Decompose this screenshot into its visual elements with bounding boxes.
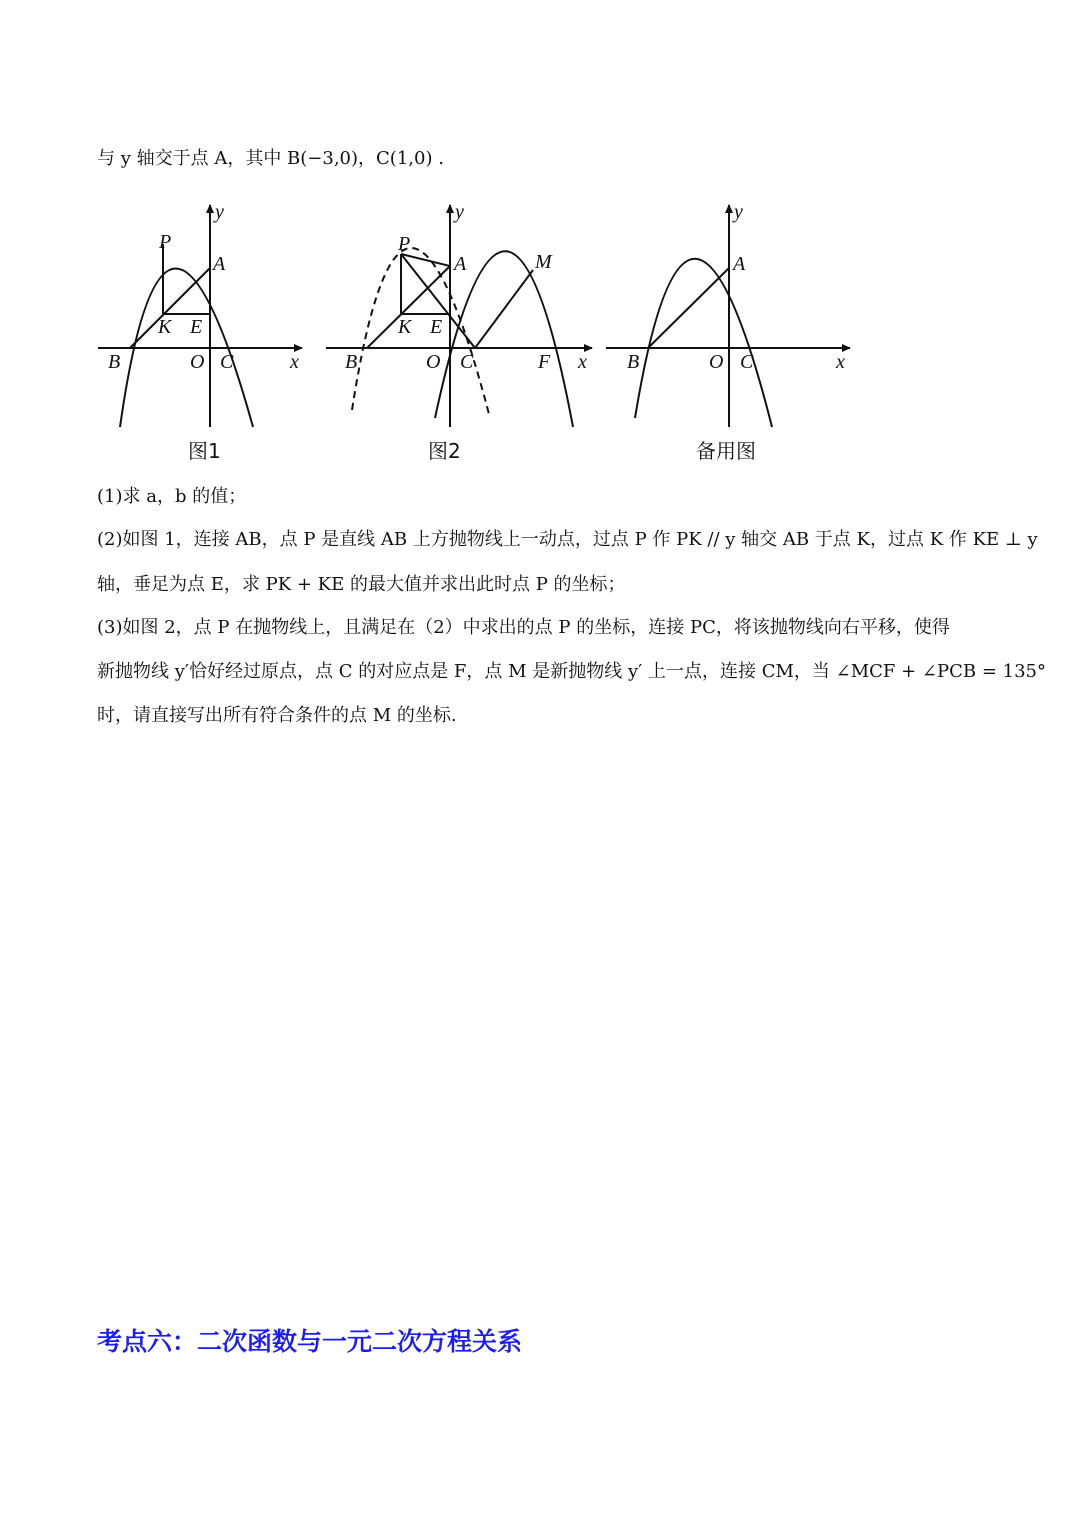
figure-3 [606,205,850,427]
fig1-label-k: K [158,316,172,338]
fig2-label-x: x [578,351,587,373]
question-3-line-1: (3)如图 2，点 P 在抛物线上，且满足在（2）中求出的点 P 的坐标，连接 PC，将该抛物线向右平移，使得 [97,617,950,638]
question-3-line-2: 新抛物线 y′恰好经过原点，点 C 的对应点是 F，点 M 是新抛物线 y′ 上一点，连接 CM，当 ∠MCF + ∠PCB = 135° [97,661,1046,682]
fig2-new-parabola [435,251,573,427]
fig2-label-m: M [535,251,552,273]
fig1-label-o: O [190,351,205,373]
fig3-label-x: x [836,351,845,373]
figure-2 [326,205,592,427]
fig2-caption: 图2 [428,439,461,463]
fig1-label-e: E [190,316,203,338]
question-3-line-3: 时，请直接写出所有符合条件的点 M 的坐标. [97,705,457,726]
fig1-label-p: P [159,231,172,253]
fig3-caption: 备用图 [696,439,756,463]
fig2-label-o: O [426,351,441,373]
fig2-line-cm [475,270,533,348]
fig2-label-p: P [398,233,411,255]
figure-3-labels [627,201,845,463]
fig1-label-c: C [220,351,234,373]
question-2-line-1: (2)如图 1，连接 AB，点 P 是直线 AB 上方抛物线上一动点，过点 P 作 PK // y 轴交 AB 于点 K，过点 K 作 KE ⊥ y [97,529,1038,550]
fig3-label-a: A [733,253,746,275]
problem-intro: 与 y 轴交于点 A，其中 B(−3,0)，C(1,0) . [97,148,444,169]
fig1-label-y: y [215,201,224,223]
fig2-label-a: A [454,253,467,275]
figures [0,0,1080,480]
fig3-label-y: y [734,201,743,223]
fig3-label-o: O [709,351,724,373]
fig2-label-y: y [455,201,464,223]
question-2-line-2: 轴，垂足为点 E，求 PK + KE 的最大值并求出此时点 P 的坐标； [97,574,626,595]
fig2-label-e: E [430,316,443,338]
section-heading: 考点六：二次函数与一元二次方程关系 [97,1327,523,1356]
fig2-label-b: B [345,351,358,373]
fig2-label-c: C [460,351,474,373]
fig3-parabola [635,259,772,427]
fig3-label-c: C [740,351,754,373]
fig1-label-x: x [290,351,299,373]
fig1-caption: 图1 [188,439,221,463]
fig3-label-b: B [627,351,640,373]
figure-1-labels [108,201,299,463]
fig2-label-k: K [398,316,412,338]
fig2-label-f: F [538,351,551,373]
fig1-label-b: B [108,351,121,373]
question-1: (1)求 a，b 的值； [97,486,247,507]
fig1-label-a: A [213,253,226,275]
fig2-old-parabola [352,248,490,418]
